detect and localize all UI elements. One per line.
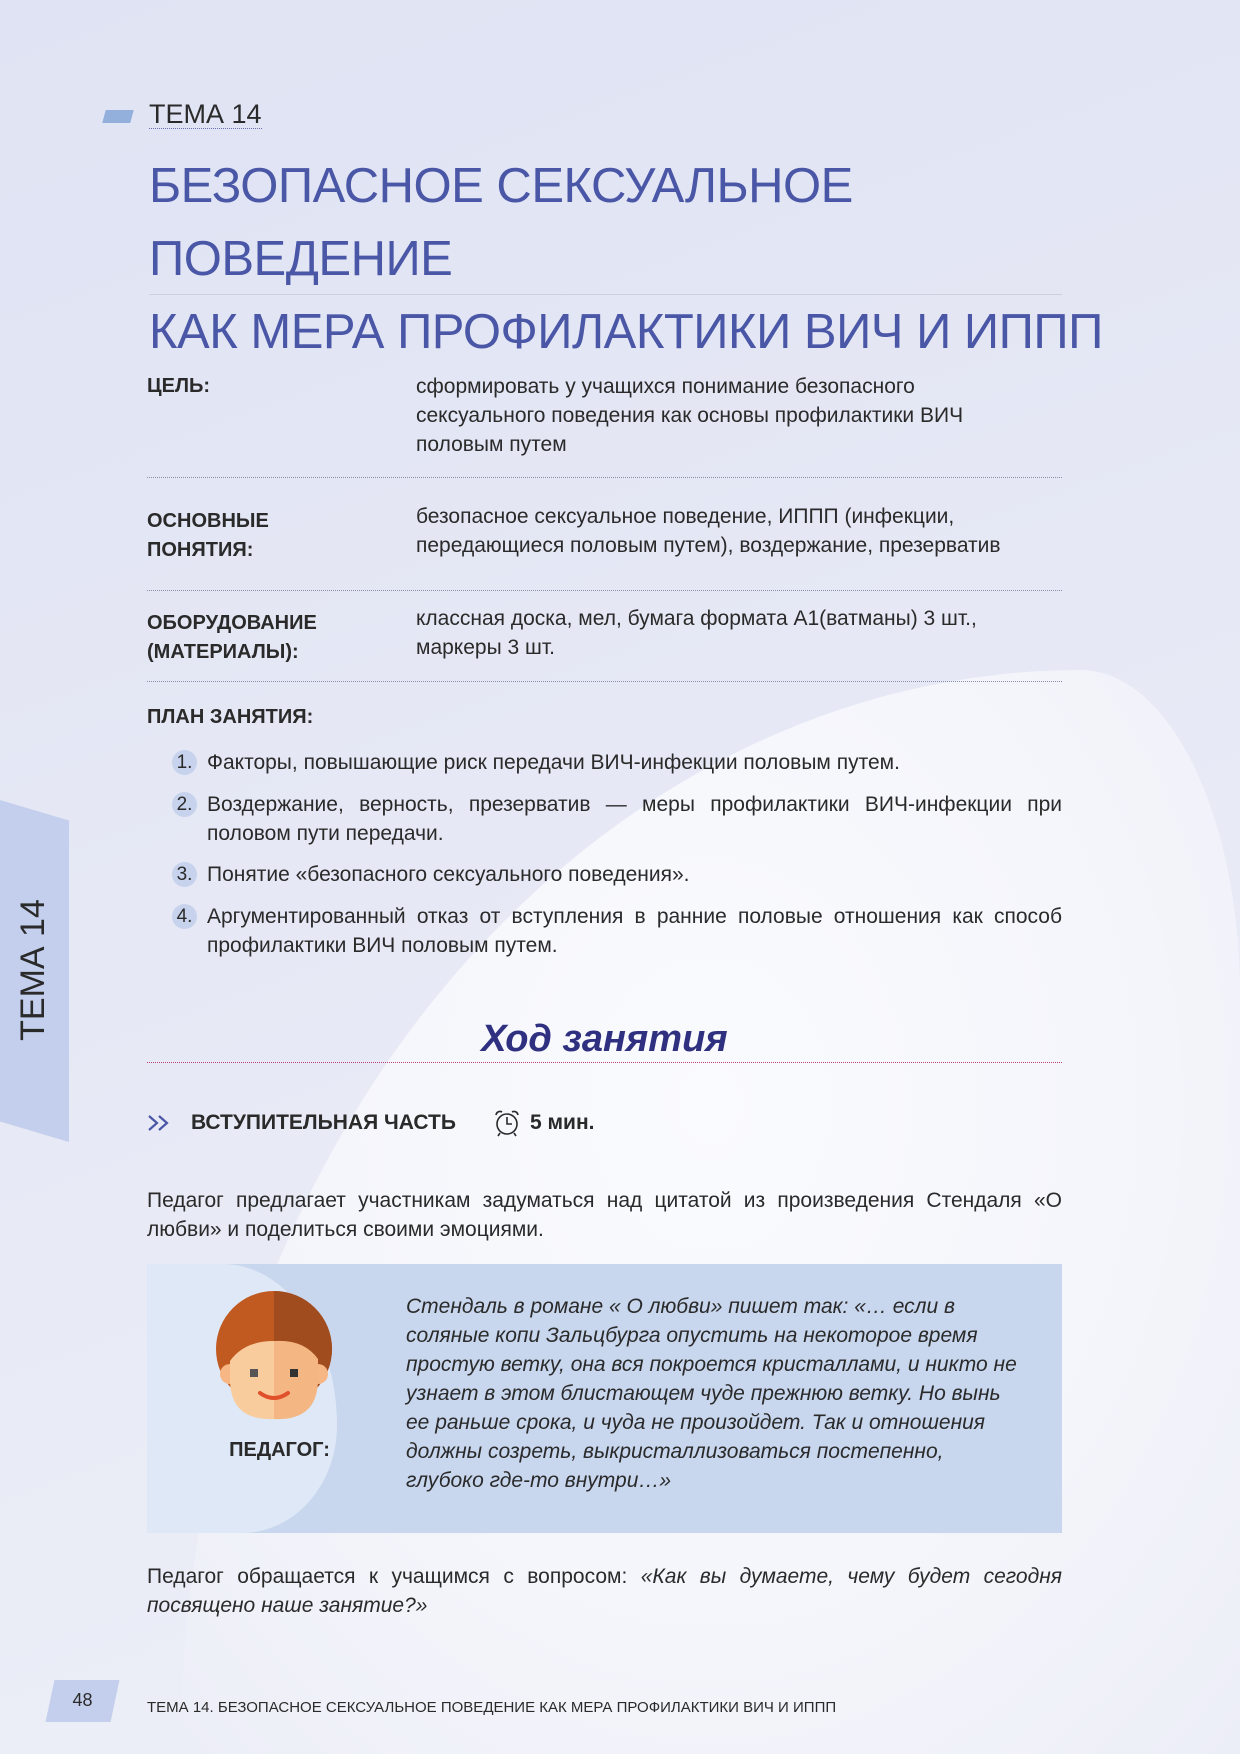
- double-chevron-icon: [147, 1113, 173, 1133]
- divider: [147, 1062, 1062, 1063]
- divider: [149, 294, 1062, 295]
- outro-paragraph: [147, 1562, 1062, 1620]
- item-number: 3.: [172, 862, 197, 887]
- plan-item: [172, 790, 1062, 848]
- divider: [147, 681, 1062, 682]
- topic-label: ТЕМА 14: [149, 99, 262, 129]
- quote-box: [147, 1264, 1062, 1533]
- plan-item: [172, 902, 1062, 960]
- section-title: ВСТУПИТЕЛЬНАЯ ЧАСТЬ: [191, 1111, 456, 1134]
- running-footer: ТЕМА 14. БЕЗОПАСНОЕ СЕКСУАЛЬНОЕ ПОВЕДЕНИЕ КАК МЕРА ПРОФИЛАКТИКИ ВИЧ И ИППП: [147, 1699, 837, 1716]
- section-header: [147, 1108, 594, 1138]
- quote-text: Стендаль в романе « О любви» пишет так: «… если в соляные копи Зальцбурга опустить на некоторое время простую ветку, она вся покроется кристаллами, и никто не узнает в этом блистающем чуде прежнюю ветку. Но вынь ее раньше срока, и чуда не произойдет. Так и отношения должны созреть, выкристаллизоваться постепенно, глубоко где-то внутри…»: [406, 1295, 1017, 1492]
- concepts-label: ОСНОВНЫЕ ПОНЯТИЯ:: [147, 510, 269, 561]
- goal-value: сформировать у учащихся понимание безопасного сексуального поведения как основы профилактики ВИЧ половым путем: [416, 375, 964, 456]
- outro-text: Педагог обращается к учащимся с вопросом:: [147, 1565, 641, 1588]
- item-text: Факторы, повышающие риск передачи ВИЧ-инфекции половым путем.: [207, 751, 900, 774]
- plan-item: [172, 748, 1062, 777]
- item-number: 4.: [172, 904, 197, 929]
- title-line: КАК МЕРА ПРОФИЛАКТИКИ ВИЧ И ИППП: [149, 305, 1103, 359]
- outro-question: «Как вы думаете, чему будет сегодня посвящено наше занятие?»: [147, 1565, 1062, 1617]
- item-number: 1.: [172, 750, 197, 775]
- intro-paragraph: Педагог предлагает участникам задуматься над цитатой из произведения Стендаля «О любви» и поделиться своими эмоциями.: [147, 1189, 1062, 1241]
- lesson-heading: Ход занятия: [481, 1018, 728, 1060]
- plan-item: [172, 860, 1062, 889]
- concepts-value: безопасное сексуальное поведение, ИППП (инфекции, передающиеся половым путем), воздержание, презерватив: [416, 505, 1001, 557]
- goal-label: ЦЕЛЬ:: [147, 375, 211, 397]
- item-text: Аргументированный отказ от вступления в ранние половые отношения как способ профилактики ВИЧ половым путем.: [207, 905, 1062, 957]
- divider: [147, 477, 1062, 478]
- page-title: [149, 150, 1149, 369]
- item-text: Понятие «безопасного сексуального поведения».: [207, 863, 690, 886]
- equipment-value: классная доска, мел, бумага формата А1(ватманы) 3 шт., маркеры 3 шт.: [416, 607, 977, 659]
- teacher-avatar-icon: [212, 1289, 337, 1424]
- speaker-label: ПЕДАГОГ:: [229, 1439, 330, 1461]
- side-tab-label: ТЕМА 14: [14, 899, 52, 1041]
- topic-marker: [102, 110, 133, 123]
- divider: [147, 590, 1062, 591]
- item-number: 2.: [172, 792, 197, 817]
- page-number: 48: [72, 1690, 93, 1710]
- item-text: Воздержание, верность, презерватив — меры профилактики ВИЧ-инфекции при половом пути передачи.: [207, 793, 1062, 845]
- alarm-clock-icon: [492, 1108, 522, 1138]
- duration: 5 мин.: [529, 1111, 595, 1134]
- equipment-label: ОБОРУДОВАНИЕ (МАТЕРИАЛЫ):: [147, 612, 317, 663]
- title-line: БЕЗОПАСНОЕ СЕКСУАЛЬНОЕ ПОВЕДЕНИЕ: [149, 159, 853, 286]
- plan-heading: ПЛАН ЗАНЯТИЯ:: [147, 706, 314, 728]
